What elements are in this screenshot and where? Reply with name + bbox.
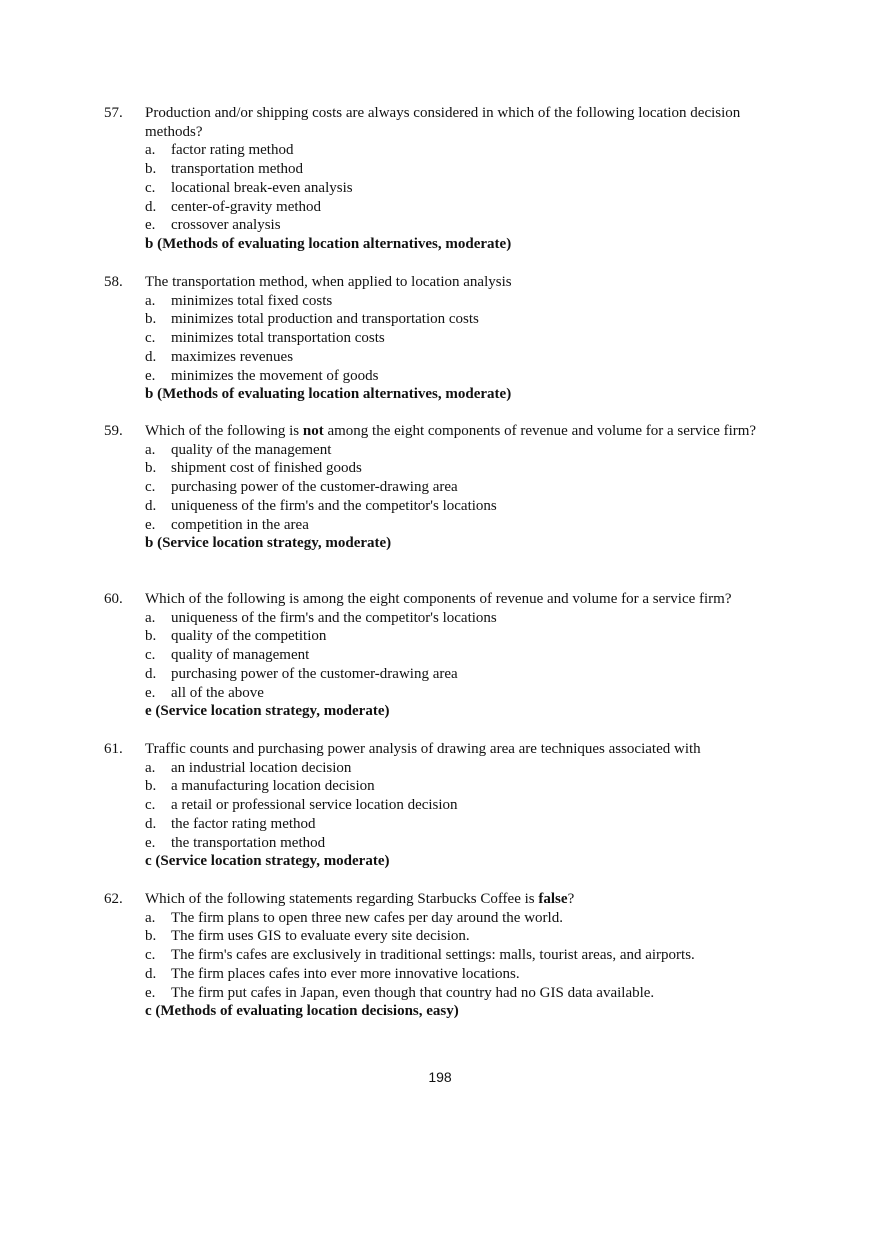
option-e (104, 834, 784, 853)
option-a (104, 292, 784, 311)
option-letter: a. (145, 609, 156, 626)
question-stem (145, 891, 574, 907)
option-text: minimizes total transportation costs (171, 330, 385, 347)
option-e (104, 684, 784, 703)
question-header (104, 273, 784, 292)
option-list (104, 909, 784, 1003)
option-text: center-of-gravity method (171, 198, 322, 215)
option-letter: b. (145, 778, 157, 795)
question-62 (104, 890, 784, 1021)
option-text: a retail or professional service location decision (171, 797, 458, 814)
question-header (104, 590, 784, 609)
option-c (104, 478, 784, 497)
stem-text: Which of the following statements regarding Starbucks Coffee is (145, 891, 539, 907)
question-number: 58. (104, 274, 123, 290)
option-b (104, 459, 784, 478)
option-c (104, 796, 784, 815)
question-header (104, 740, 784, 759)
option-text: The firm's cafes are exclusively in traditional settings: malls, tourist areas, and airports. (171, 947, 695, 964)
option-letter: a. (145, 441, 156, 458)
option-letter: d. (145, 348, 157, 365)
option-text: minimizes the movement of goods (171, 367, 379, 384)
option-d (104, 497, 784, 516)
question-number: 59. (104, 423, 123, 439)
option-c (104, 646, 784, 665)
question-header (104, 890, 784, 909)
option-text: an industrial location decision (171, 759, 352, 776)
option-letter: d. (145, 965, 157, 982)
answer-key: c (Service location strategy, moderate) (145, 853, 390, 870)
option-letter: b. (145, 460, 157, 477)
option-letter: c. (145, 179, 156, 196)
option-letter: a. (145, 292, 156, 309)
page-number: 198 (428, 1069, 452, 1085)
option-text: The firm plans to open three new cafes per day around the world. (171, 909, 563, 926)
option-text: The firm put cafes in Japan, even though that country had no GIS data available. (171, 984, 655, 1001)
option-d (104, 815, 784, 834)
option-d (104, 198, 784, 217)
option-a (104, 141, 784, 160)
option-text: crossover analysis (171, 217, 281, 234)
option-d (104, 348, 784, 367)
option-d (104, 665, 784, 684)
option-list (104, 441, 784, 535)
option-text: The firm uses GIS to evaluate every site decision. (171, 928, 470, 945)
question-stem (145, 105, 740, 140)
option-text: competition in the area (171, 516, 309, 533)
option-text: shipment cost of finished goods (171, 460, 362, 477)
option-letter: c. (145, 330, 156, 347)
option-text: uniqueness of the firm's and the competitor's locations (171, 497, 497, 514)
option-letter: e. (145, 516, 156, 533)
question-59 (104, 422, 784, 553)
option-text: the factor rating method (171, 815, 316, 832)
question-61 (104, 740, 784, 871)
option-letter: c. (145, 647, 156, 664)
option-letter: b. (145, 628, 157, 645)
option-letter: c. (145, 947, 156, 964)
option-list (104, 609, 784, 703)
option-letter: e. (145, 684, 156, 701)
question-stem (145, 591, 732, 607)
option-b (104, 310, 784, 329)
option-e (104, 367, 784, 386)
option-letter: e. (145, 834, 156, 851)
option-text: minimizes total production and transportation costs (171, 311, 479, 328)
option-letter: d. (145, 665, 157, 682)
stem-text: among the eight components of revenue and volume for a service firm? (323, 423, 757, 439)
option-list (104, 292, 784, 386)
option-text: all of the above (171, 684, 264, 701)
option-letter: d. (145, 497, 157, 514)
option-text: locational break-even analysis (171, 179, 353, 196)
question-stem (145, 274, 512, 290)
option-text: maximizes revenues (171, 348, 294, 365)
question-number: 61. (104, 741, 123, 757)
option-letter: a. (145, 759, 156, 776)
option-e (104, 516, 784, 535)
stem-text: Which of the following is among the eight components of revenue and volume for a service firm? (145, 591, 732, 607)
option-c (104, 329, 784, 348)
question-header (104, 104, 784, 141)
stem-text: Production and/or shipping costs are always considered in which of the following location decision methods? (145, 105, 741, 140)
question-header (104, 422, 784, 441)
option-text: purchasing power of the customer-drawing area (171, 665, 458, 682)
question-number: 57. (104, 105, 123, 121)
option-letter: c. (145, 479, 156, 496)
option-b (104, 927, 784, 946)
option-letter: e. (145, 367, 156, 384)
option-letter: e. (145, 984, 156, 1001)
answer-key: e (Service location strategy, moderate) (145, 703, 390, 720)
option-e (104, 984, 784, 1003)
question-stem (145, 423, 756, 439)
option-letter: b. (145, 928, 157, 945)
option-c (104, 946, 784, 965)
option-text: The firm places cafes into ever more innovative locations. (171, 965, 520, 982)
option-letter: b. (145, 311, 157, 328)
option-text: quality of management (171, 647, 310, 664)
option-text: transportation method (171, 161, 304, 178)
option-a (104, 759, 784, 778)
option-letter: b. (145, 161, 157, 178)
option-letter: e. (145, 217, 156, 234)
question-number: 60. (104, 591, 123, 607)
option-text: purchasing power of the customer-drawing area (171, 479, 458, 496)
option-a (104, 609, 784, 628)
option-text: quality of the competition (171, 628, 327, 645)
option-letter: c. (145, 797, 156, 814)
option-d (104, 965, 784, 984)
stem-emphasis: false (538, 891, 568, 907)
stem-text: Which of the following is (145, 423, 303, 439)
option-b (104, 777, 784, 796)
option-a (104, 441, 784, 460)
option-letter: a. (145, 909, 156, 926)
stem-emphasis: not (302, 423, 324, 439)
option-a (104, 909, 784, 928)
option-b (104, 627, 784, 646)
question-number: 62. (104, 891, 123, 907)
option-e (104, 216, 784, 235)
option-text: factor rating method (171, 142, 294, 159)
answer-key: b (Methods of evaluating location alternatives, moderate) (145, 235, 512, 252)
answer-key: b (Service location strategy, moderate) (145, 535, 392, 552)
question-58 (104, 273, 784, 404)
option-text: a manufacturing location decision (171, 778, 375, 795)
stem-text: ? (567, 891, 575, 907)
answer-key: c (Methods of evaluating location decisions, easy) (145, 1003, 459, 1020)
option-c (104, 179, 784, 198)
option-letter: d. (145, 815, 157, 832)
stem-text: The transportation method, when applied to location analysis (145, 274, 512, 290)
option-text: quality of the management (171, 441, 332, 458)
option-text: minimizes total fixed costs (171, 292, 333, 309)
answer-key: b (Methods of evaluating location alternatives, moderate) (145, 386, 512, 403)
option-letter: a. (145, 142, 156, 159)
question-60 (104, 590, 784, 721)
question-57 (104, 104, 784, 254)
option-letter: d. (145, 198, 157, 215)
option-list (104, 141, 784, 235)
question-stem (145, 741, 701, 757)
stem-text: Traffic counts and purchasing power analysis of drawing area are techniques associated with (145, 741, 701, 757)
option-list (104, 759, 784, 853)
option-text: the transportation method (171, 834, 326, 851)
option-b (104, 160, 784, 179)
option-text: uniqueness of the firm's and the competitor's locations (171, 609, 497, 626)
